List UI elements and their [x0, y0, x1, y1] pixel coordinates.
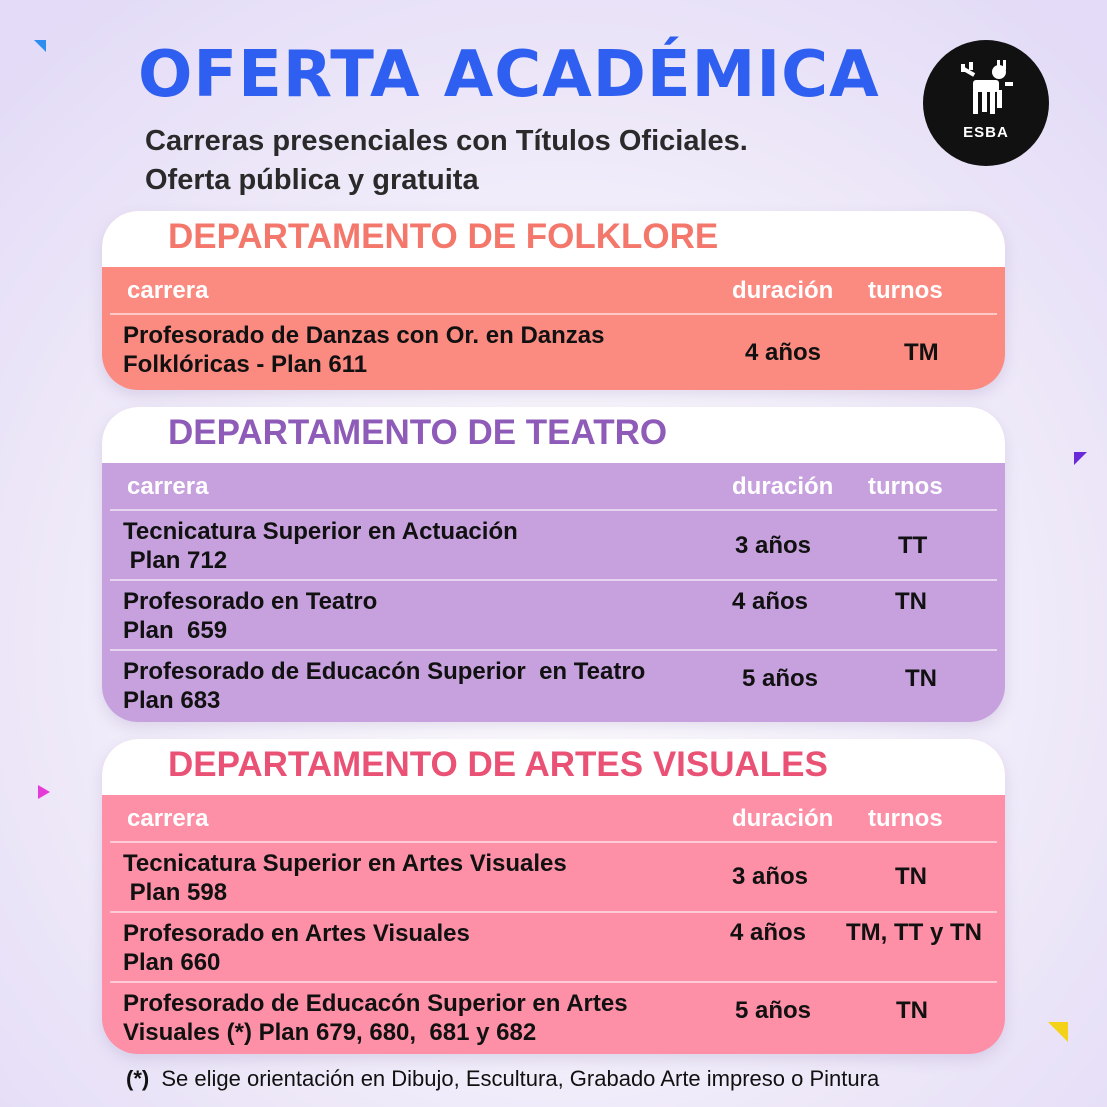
- table-header: [102, 795, 1005, 841]
- table-header: [102, 463, 1005, 509]
- department-header: [102, 739, 1005, 795]
- decorative-triangle: [38, 785, 50, 799]
- career-name: Tecnicatura Superior en Artes Visuales Plan 598: [123, 850, 567, 906]
- footnote-text: Se elige orientación en Dibujo, Escultura, Grabado Arte impreso o Pintura: [161, 1066, 880, 1091]
- column-header-shifts: turnos: [868, 277, 943, 304]
- decorative-triangle: [1074, 452, 1087, 465]
- department-header: [102, 211, 1005, 267]
- column-header-shifts: turnos: [868, 473, 943, 500]
- footnote: [126, 1066, 879, 1092]
- career-duration: 3 años: [735, 532, 812, 559]
- department-card-artes-visuales: [102, 739, 1005, 1054]
- career-duration: 5 años: [742, 665, 819, 692]
- page-subtitle: [145, 122, 905, 200]
- column-header-career: carrera: [127, 805, 209, 832]
- career-name: Tecnicatura Superior en Actuación Plan 712: [123, 518, 518, 574]
- career-shifts: TN: [895, 863, 927, 890]
- table-row: [110, 313, 997, 390]
- esba-figure-icon: [959, 60, 1015, 122]
- department-title: DEPARTAMENTO DE TEATRO: [168, 413, 668, 452]
- department-title: DEPARTAMENTO DE ARTES VISUALES: [168, 745, 828, 784]
- table-row: [110, 649, 997, 722]
- career-name: Profesorado en Artes Visuales Plan 660: [123, 920, 470, 976]
- table-header: [102, 267, 1005, 313]
- column-header-shifts: turnos: [868, 805, 943, 832]
- career-shifts: TN: [896, 997, 928, 1024]
- table-row: [110, 509, 997, 579]
- logo-text: ESBA: [963, 124, 1009, 141]
- career-shifts: TN: [905, 665, 937, 692]
- career-shifts: TN: [895, 588, 927, 615]
- career-shifts: TT: [898, 532, 928, 559]
- career-name: Profesorado de Educacón Superior en Teatro Plan 683: [123, 658, 646, 714]
- table-row: [110, 981, 997, 1054]
- footnote-mark: (*): [126, 1066, 150, 1091]
- column-header-duration: duración: [732, 277, 834, 304]
- column-header-career: carrera: [127, 473, 209, 500]
- career-name: Profesorado de Danzas con Or. en Danzas Folklóricas - Plan 611: [123, 322, 605, 378]
- decorative-triangle: [1048, 1022, 1068, 1042]
- career-duration: 4 años: [730, 919, 807, 946]
- department-card-teatro: [102, 407, 1005, 722]
- decorative-triangle: [34, 40, 46, 52]
- column-header-duration: duración: [732, 805, 834, 832]
- esba-logo: [923, 40, 1049, 166]
- table-row: [110, 579, 997, 649]
- career-name: Profesorado en Teatro Plan 659: [123, 588, 378, 644]
- career-name: Profesorado de Educacón Superior en Artes Visuales (*) Plan 679, 680, 681 y 682: [123, 990, 628, 1046]
- column-header-career: carrera: [127, 277, 209, 304]
- career-duration: 3 años: [732, 863, 809, 890]
- career-duration: 4 años: [745, 339, 822, 366]
- department-title: DEPARTAMENTO DE FOLKLORE: [168, 217, 719, 256]
- career-shifts: TM, TT y TN: [846, 919, 982, 946]
- career-duration: 5 años: [735, 997, 812, 1024]
- department-card-folklore: [102, 211, 1005, 390]
- subtitle-line: Carreras presenciales con Títulos Oficiales.: [145, 125, 748, 157]
- page-title: OFERTA ACADÉMICA: [138, 38, 880, 112]
- career-shifts: TM: [904, 339, 939, 366]
- career-duration: 4 años: [732, 588, 809, 615]
- department-header: [102, 407, 1005, 463]
- table-row: [110, 841, 997, 911]
- subtitle-line: Oferta pública y gratuita: [145, 164, 479, 196]
- column-header-duration: duración: [732, 473, 834, 500]
- table-row: [110, 911, 997, 981]
